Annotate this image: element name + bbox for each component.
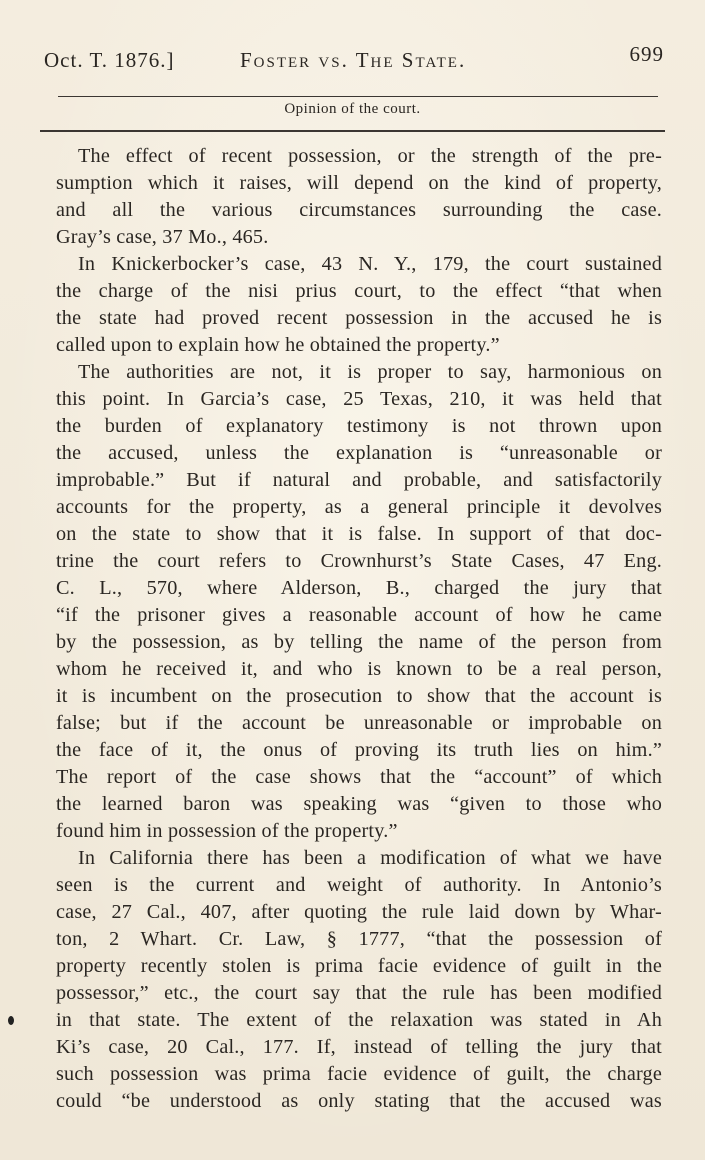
text-line: the charge of the nisi prius court, to the effect “that when (56, 280, 662, 302)
page-number: 699 (629, 42, 664, 66)
text-line: false; but if the account be unreasonable or improbable on (56, 712, 662, 734)
text-line: in that state. The extent of the relaxation was stated in Ah (56, 1009, 662, 1031)
margin-ink-mark (8, 1016, 14, 1025)
text-line: and all the various circumstances surrounding the case. (56, 199, 662, 221)
text-line: the accused, unless the explanation is “unreasonable or (56, 442, 662, 464)
text-line: ton, 2 Whart. Cr. Law, § 1777, “that the possession of (56, 928, 662, 950)
text-line: this point. In Garcia’s case, 25 Texas, 210, it was held that (56, 388, 662, 410)
text-line: such possession was prima facie evidence of guilt, the charge (56, 1063, 662, 1085)
header-case-title: Foster vs. The State. (240, 48, 467, 72)
text-line: The report of the case shows that the “account” of which (56, 766, 662, 788)
text-line: C. L., 570, where Alderson, B., charged the jury that (56, 577, 662, 599)
opinion-text (56, 143, 662, 1115)
text-line: case, 27 Cal., 407, after quoting the rule laid down by Whar- (56, 901, 662, 923)
text-line: the state had proved recent possession in the accused he is (56, 307, 662, 329)
text-line: “if the prisoner gives a reasonable account of how he came (56, 604, 662, 626)
text-line: In California there has been a modification of what we have (78, 847, 662, 869)
text-line: it is incumbent on the prosecution to show that the account is (56, 685, 662, 707)
text-line: In Knickerbocker’s case, 43 N. Y., 179, the court sustained (78, 253, 662, 275)
text-line: The authorities are not, it is proper to say, harmonious on (78, 361, 662, 383)
text-line: Ki’s case, 20 Cal., 177. If, instead of telling the jury that (56, 1036, 662, 1058)
text-line: accounts for the property, as a general principle it devolves (56, 496, 662, 518)
header-rule-top (58, 96, 658, 97)
text-line: Gray’s case, 37 Mo., 465. (56, 226, 269, 248)
text-line: the burden of explanatory testimony is not thrown upon (56, 415, 662, 437)
text-line: on the state to show that it is false. In support of that doc- (56, 523, 662, 545)
text-line: whom he received it, and who is known to be a real person, (56, 658, 662, 680)
text-line: by the possession, as by telling the name of the person from (56, 631, 662, 653)
text-line: The effect of recent possession, or the strength of the pre- (78, 145, 662, 167)
text-line: found him in possession of the property.” (56, 820, 398, 842)
text-line: improbable.” But if natural and probable, and satisfactorily (56, 469, 662, 491)
text-line: the face of it, the onus of proving its truth lies on him.” (56, 739, 662, 761)
header-term: Oct. T. 1876.] (44, 48, 175, 72)
text-line: trine the court refers to Crownhurst’s State Cases, 47 Eng. (56, 550, 662, 572)
text-line: possessor,” etc., the court say that the rule has been modified (56, 982, 662, 1004)
header-rule-bottom (40, 130, 665, 132)
text-line: could “be understood as only stating that the accused was (56, 1090, 662, 1112)
text-line: seen is the current and weight of authority. In Antonio’s (56, 874, 662, 896)
text-line: called upon to explain how he obtained the property.” (56, 334, 500, 356)
text-line: sumption which it raises, will depend on the kind of property, (56, 172, 662, 194)
text-line: the learned baron was speaking was “given to those who (56, 793, 662, 815)
text-line: property recently stolen is prima facie evidence of guilt in the (56, 955, 662, 977)
section-subheading: Opinion of the court. (284, 101, 421, 117)
running-header (44, 40, 664, 80)
